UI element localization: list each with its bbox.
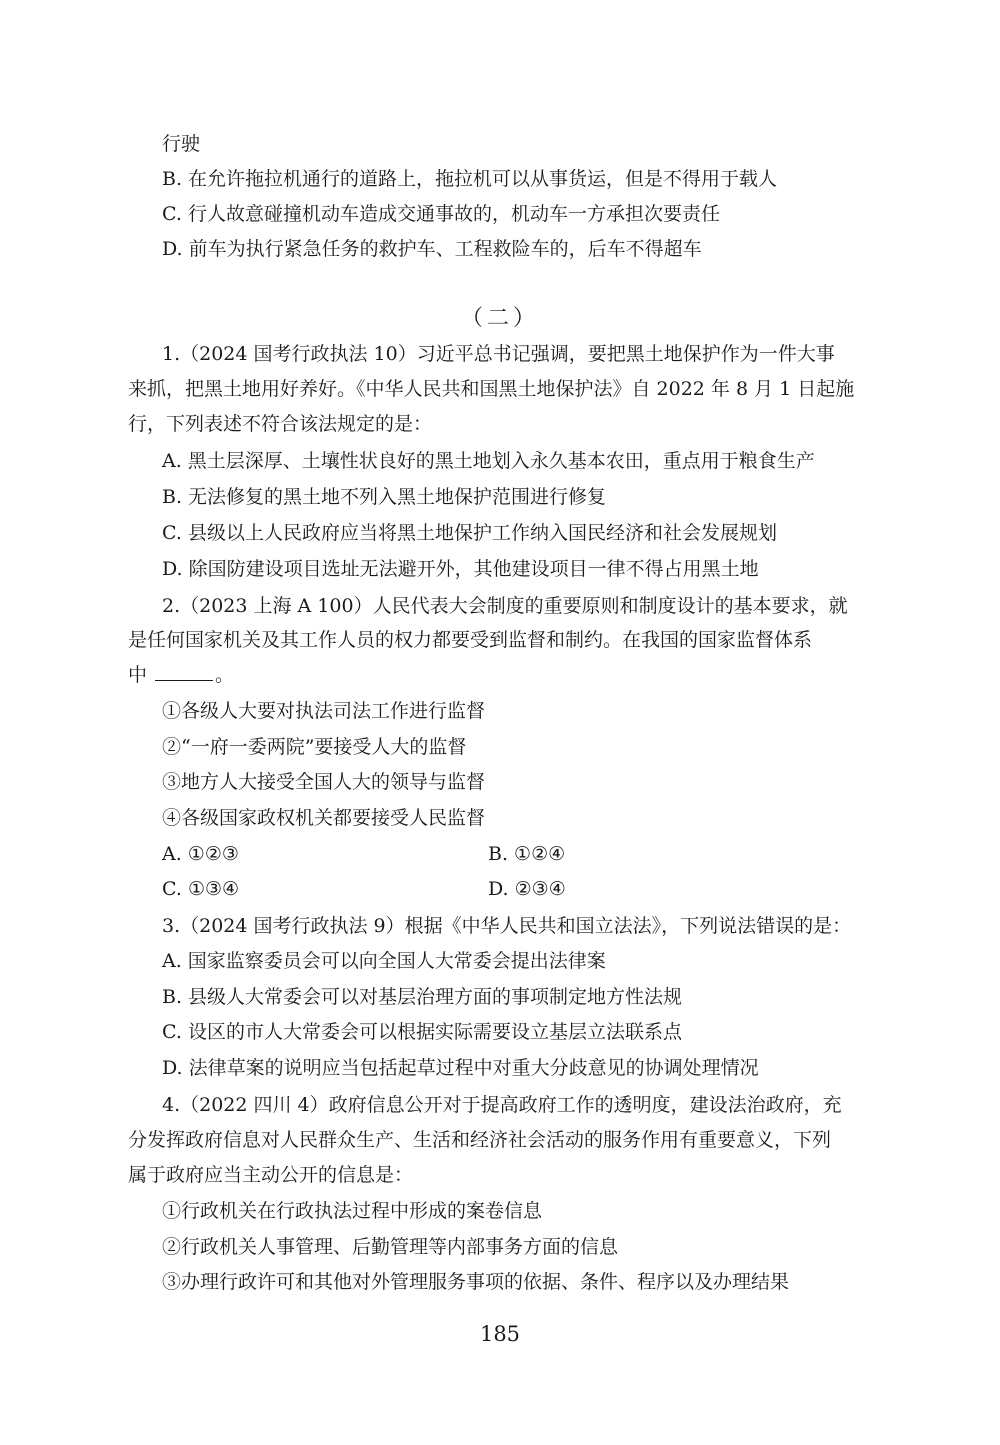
- section-heading: （二）: [460, 306, 539, 331]
- q2-statement-4: ④各级国家政权机关都要接受人民监督: [162, 807, 486, 829]
- q2-stem-line-2: 是任何国家机关及其工作人员的权力都要受到监督和制约。在我国的国家监督体系: [128, 629, 813, 651]
- q2-option-b: B. ①②④: [488, 843, 566, 865]
- prev-option-d: D. 前车为执行紧急任务的救护车、工程救险车的，后车不得超车: [162, 238, 702, 260]
- q2-option-d: D. ②③④: [488, 878, 566, 900]
- q2-stem-suffix: 。: [215, 664, 235, 686]
- q1-stem-line-2: 来抓，把黑土地用好养好。《中华人民共和国黑土地保护法》自 2022 年 8 月 1 日起施: [128, 378, 855, 400]
- q2-stem-prefix: 中: [128, 664, 148, 686]
- q4-stem-line-3: 属于政府应当主动公开的信息是：: [128, 1164, 414, 1186]
- q4-stem-line-1: 4.（2022 四川 4）政府信息公开对于提高政府工作的透明度，建设法治政府，充: [162, 1094, 842, 1116]
- q2-statement-1: ①各级人大要对执法司法工作进行监督: [162, 700, 486, 722]
- q4-stem-line-2: 分发挥政府信息对人民群众生产、生活和经济社会活动的服务作用有重要意义，下列: [128, 1129, 832, 1151]
- q4-statement-3: ③办理行政许可和其他对外管理服务事项的依据、条件、程序以及办理结果: [162, 1271, 790, 1293]
- q1-stem-line-3: 行，下列表述不符合该法规定的是：: [128, 413, 433, 435]
- page-number: 185: [479, 1322, 521, 1346]
- q3-stem-line-1: 3.（2024 国考行政执法 9）根据《中华人民共和国立法法》，下列说法错误的是：: [162, 915, 852, 937]
- q4-statement-1: ①行政机关在行政执法过程中形成的案卷信息: [162, 1200, 543, 1222]
- q3-option-c: C. 设区的市人大常委会可以根据实际需要设立基层立法联系点: [162, 1021, 682, 1043]
- q2-statement-3: ③地方人大接受全国人大的领导与监督: [162, 771, 486, 793]
- q1-option-b: B. 无法修复的黑土地不列入黑土地保护范围进行修复: [162, 486, 607, 508]
- q4-statement-2: ②行政机关人事管理、后勤管理等内部事务方面的信息: [162, 1236, 619, 1258]
- q3-option-d: D. 法律草案的说明应当包括起草过程中对重大分歧意见的协调处理情况: [162, 1057, 759, 1079]
- prev-option-b: B. 在允许拖拉机通行的道路上，拖拉机可以从事货运，但是不得用于载人: [162, 168, 778, 190]
- q1-stem-line-1: 1.（2024 国考行政执法 10）习近平总书记强调，要把黑土地保护作为一件大事: [162, 343, 835, 365]
- q2-statement-2: ②“一府一委两院”要接受人大的监督: [162, 736, 467, 758]
- q2-stem-line-1: 2.（2023 上海 A 100）人民代表大会制度的重要原则和制度设计的基本要求，就: [162, 595, 848, 617]
- q1-option-a: A. 黑土层深厚、土壤性状良好的黑土地划入永久基本农田，重点用于粮食生产: [162, 450, 815, 472]
- prev-question-continuation: 行驶: [162, 133, 201, 155]
- q3-option-a: A. 国家监察委员会可以向全国人大常委会提出法律案: [162, 950, 606, 972]
- q2-stem-line-3: [128, 662, 234, 688]
- q1-option-c: C. 县级以上人民政府应当将黑土地保护工作纳入国民经济和社会发展规划: [162, 522, 777, 544]
- q2-option-c: C. ①③④: [162, 878, 240, 900]
- prev-option-c: C. 行人故意碰撞机动车造成交通事故的，机动车一方承担次要责任: [162, 203, 720, 225]
- q3-option-b: B. 县级人大常委会可以对基层治理方面的事项制定地方性法规: [162, 986, 683, 1008]
- q2-option-a: A. ①②③: [162, 843, 239, 865]
- q1-option-d: D. 除国防建设项目选址无法避开外，其他建设项目一律不得占用黑土地: [162, 558, 759, 580]
- answer-blank: [155, 662, 213, 681]
